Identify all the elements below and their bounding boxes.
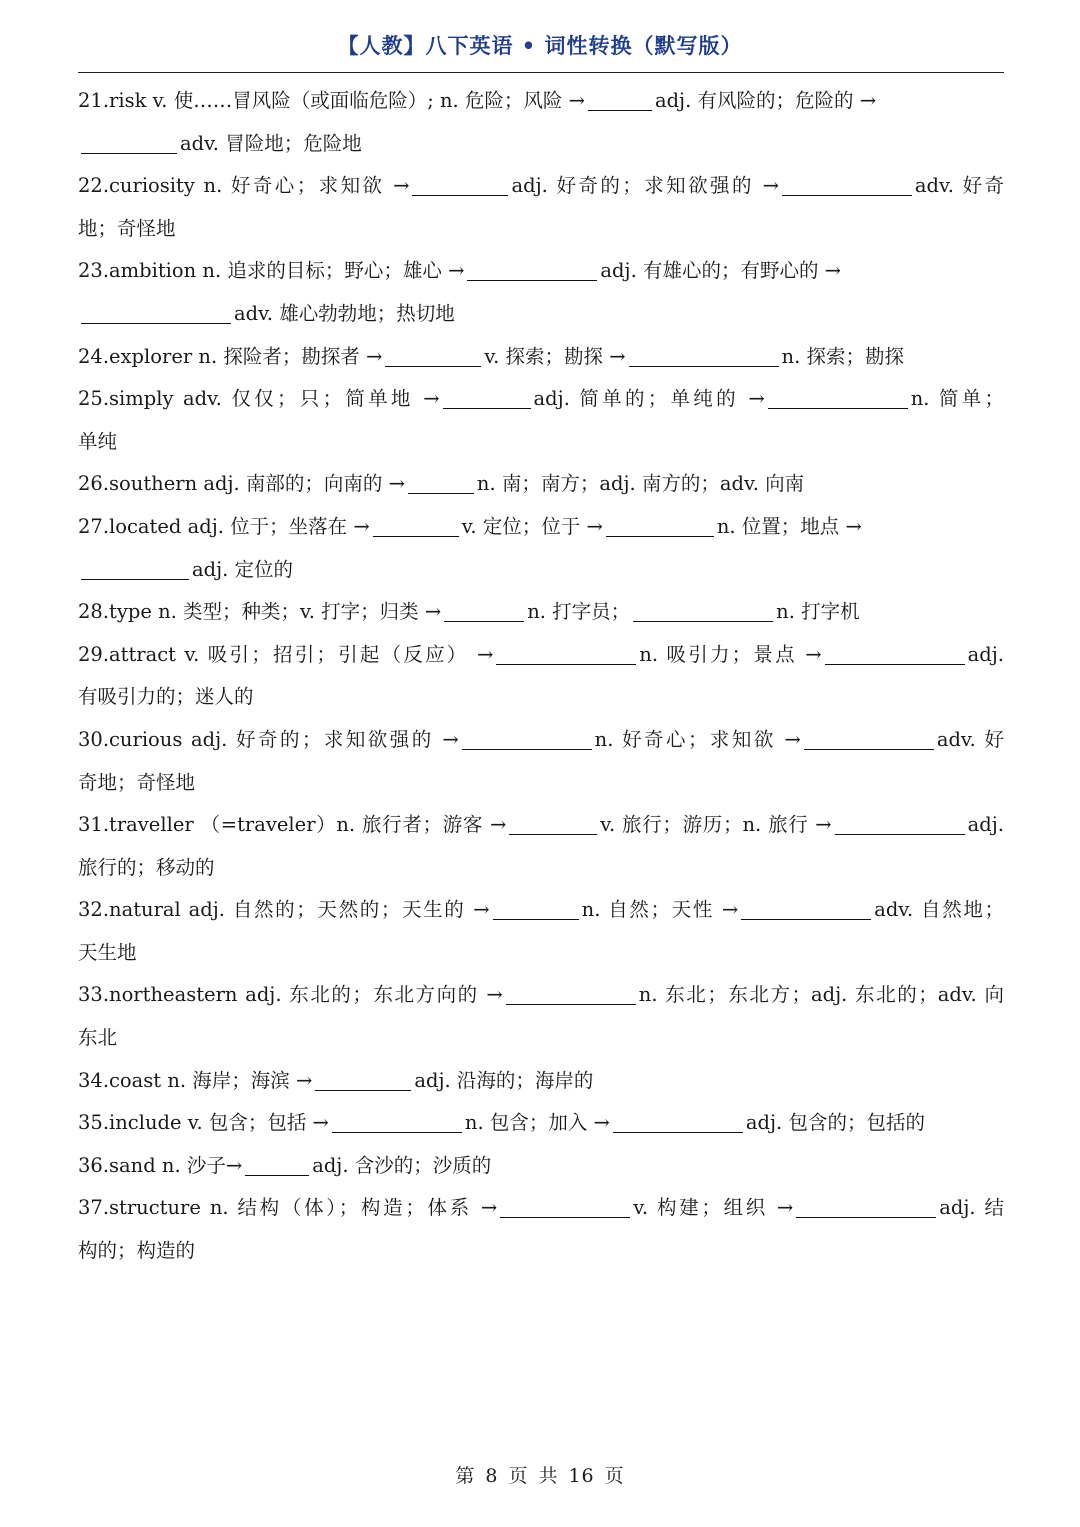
- line-text: 37.structure n. 结构（体）；构造；体系 →: [78, 1196, 498, 1220]
- exercise-line: [78, 889, 1004, 932]
- answer-blank[interactable]: [796, 1193, 936, 1218]
- line-text: adv. 雄心勃勃地；热切地: [234, 301, 455, 325]
- answer-blank[interactable]: [804, 725, 934, 750]
- line-text: 奇地；奇怪地: [78, 770, 196, 794]
- line-text: 36.sand n. 沙子→: [78, 1153, 243, 1177]
- answer-blank[interactable]: [588, 86, 652, 111]
- line-text: 地；奇怪地: [78, 216, 176, 240]
- footer-suffix: 页: [604, 1465, 625, 1487]
- line-text: adv. 好: [936, 727, 1004, 751]
- answer-blank[interactable]: [493, 895, 579, 920]
- page-title: 【人教】八下英语 • 词性转换（默写版）: [337, 33, 743, 58]
- line-text: 28.type n. 类型；种类；v. 打字；归类 →: [78, 600, 442, 624]
- answer-blank[interactable]: [443, 384, 531, 409]
- exercise-line: [78, 208, 1004, 251]
- line-text: adj. 沿海的；海岸的: [414, 1068, 594, 1092]
- line-text: 22.curiosity n. 好奇心；求知欲 →: [78, 174, 410, 198]
- line-text: v. 构建；组织 →: [633, 1196, 794, 1220]
- exercise-line: [78, 1187, 1004, 1230]
- exercise-line: [78, 165, 1004, 208]
- line-text: n. 南；南方；adj. 南方的；adv. 向南: [476, 472, 805, 496]
- answer-blank[interactable]: [462, 725, 592, 750]
- line-text: n. 简单；: [910, 387, 1004, 411]
- line-text: adj. 简单的；单纯的 →: [533, 387, 765, 411]
- footer-page-number: 8: [485, 1465, 499, 1487]
- exercise-line: [78, 932, 1004, 975]
- exercise-line: [78, 463, 1004, 506]
- answer-blank[interactable]: [509, 810, 597, 835]
- line-text: n. 好奇心；求知欲 →: [594, 727, 801, 751]
- line-text: v. 旅行；游历；n. 旅行 →: [600, 813, 832, 837]
- answer-blank[interactable]: [81, 555, 189, 580]
- answer-blank[interactable]: [444, 597, 524, 622]
- line-text: n. 自然；天性 →: [581, 898, 739, 922]
- line-text: n. 吸引力；景点 →: [639, 642, 822, 666]
- answer-blank[interactable]: [835, 810, 965, 835]
- answer-blank[interactable]: [741, 895, 871, 920]
- exercise-line: [78, 250, 1004, 293]
- line-text: 东北: [78, 1026, 118, 1050]
- line-text: 构的；构造的: [78, 1239, 196, 1263]
- line-text: 21.risk v. 使……冒风险（或面临危险）; n. 危险；风险 →: [78, 89, 585, 112]
- exercise-line: [78, 293, 1004, 336]
- line-text: 24.explorer n. 探险者；勘探者 →: [78, 344, 383, 368]
- footer-prefix: 第: [455, 1465, 476, 1487]
- answer-blank[interactable]: [629, 342, 779, 367]
- line-text: n. 探索；勘探: [781, 344, 904, 368]
- exercise-line: [78, 123, 1004, 166]
- line-text: 34.coast n. 海岸；海滨 →: [78, 1068, 313, 1092]
- line-text: 33.northeastern adj. 东北的；东北方向的 →: [78, 983, 503, 1007]
- line-text: adj. 含沙的；沙质的: [312, 1153, 492, 1177]
- exercise-line: [78, 1017, 1004, 1060]
- page-footer: [0, 1461, 1080, 1488]
- footer-total-pages: 16: [568, 1465, 595, 1487]
- line-text: 31.traveller （=traveler）n. 旅行者；游客 →: [78, 813, 507, 837]
- line-text: 30.curious adj. 好奇的；求知欲强的 →: [78, 727, 459, 751]
- line-text: 29.attract v. 吸引；招引；引起（反应） →: [78, 642, 494, 666]
- exercise-line: [78, 1145, 1004, 1188]
- line-text: adj. 好奇的；求知欲强的 →: [511, 174, 779, 198]
- exercise-line: [78, 1230, 1004, 1273]
- answer-blank[interactable]: [506, 980, 636, 1005]
- exercise-line: [78, 762, 1004, 805]
- answer-blank[interactable]: [496, 640, 636, 665]
- answer-blank[interactable]: [332, 1108, 462, 1133]
- line-text: n. 打字员；: [527, 600, 631, 624]
- line-text: 25.simply adv. 仅仅；只；简单地 →: [78, 387, 440, 411]
- line-text: v. 定位；位于 →: [461, 514, 603, 538]
- exercise-line: [78, 634, 1004, 677]
- footer-page-label: 页: [508, 1465, 529, 1487]
- answer-blank[interactable]: [373, 512, 459, 537]
- answer-blank[interactable]: [385, 342, 481, 367]
- line-text: 32.natural adj. 自然的；天然的；天生的 →: [78, 898, 490, 922]
- line-text: adj. 包含的；包括的: [745, 1111, 925, 1135]
- answer-blank[interactable]: [613, 1108, 743, 1133]
- answer-blank[interactable]: [315, 1066, 411, 1091]
- line-text: 27.located adj. 位于；坐落在 →: [78, 514, 370, 538]
- answer-blank[interactable]: [606, 512, 714, 537]
- line-text: v. 探索；勘探 →: [484, 344, 626, 368]
- exercise-line: [78, 549, 1004, 592]
- line-text: n. 东北；东北方；adj. 东北的；adv. 向: [638, 983, 1004, 1007]
- answer-blank[interactable]: [500, 1193, 630, 1218]
- exercise-line: [78, 336, 1004, 379]
- answer-blank[interactable]: [245, 1151, 309, 1176]
- exercise-line: [78, 974, 1004, 1017]
- line-text: 旅行的；移动的: [78, 855, 215, 879]
- exercise-line: [78, 80, 1004, 123]
- line-text: 天生地: [78, 940, 137, 964]
- line-text: adj. 有雄心的；有野心的 →: [600, 259, 842, 283]
- line-text: 单纯: [78, 429, 118, 453]
- answer-blank[interactable]: [825, 640, 965, 665]
- exercise-line: [78, 847, 1004, 890]
- line-text: 23.ambition n. 追求的目标；野心；雄心 →: [78, 259, 465, 283]
- exercise-line: [78, 1060, 1004, 1103]
- exercise-line: [78, 676, 1004, 719]
- exercise-list: [78, 80, 1004, 1273]
- line-text: 35.include v. 包含；包括 →: [78, 1111, 329, 1135]
- exercise-line: [78, 804, 1004, 847]
- exercise-line: [78, 591, 1004, 634]
- answer-blank[interactable]: [768, 384, 908, 409]
- line-text: adj. 定位的: [192, 557, 294, 581]
- exercise-line: [78, 378, 1004, 421]
- line-text: adj. 结: [939, 1196, 1005, 1220]
- answer-blank[interactable]: [782, 171, 912, 196]
- line-text: adv. 自然地；: [874, 898, 1005, 922]
- answer-blank[interactable]: [412, 171, 508, 196]
- line-text: n. 位置；地点 →: [716, 514, 862, 538]
- footer-total-prefix: 共: [538, 1465, 559, 1487]
- answer-blank[interactable]: [81, 129, 177, 154]
- answer-blank[interactable]: [467, 256, 597, 281]
- exercise-line: [78, 719, 1004, 762]
- line-text: adj. 有风险的；危险的 →: [654, 89, 877, 112]
- line-text: 26.southern adj. 南部的；向南的 →: [78, 472, 405, 496]
- line-text: adj.: [967, 813, 1005, 837]
- line-text: n. 打字机: [776, 600, 860, 624]
- line-text: n. 包含；加入 →: [464, 1111, 610, 1135]
- line-text: adv. 好奇: [914, 174, 1005, 198]
- line-text: 有吸引力的；迷人的: [78, 685, 254, 709]
- answer-blank[interactable]: [81, 299, 231, 324]
- line-text: adj.: [967, 642, 1004, 666]
- exercise-line: [78, 421, 1004, 464]
- answer-blank[interactable]: [408, 469, 474, 494]
- header-divider: [78, 72, 1004, 73]
- exercise-line: [78, 506, 1004, 549]
- exercise-line: [78, 1102, 1004, 1145]
- line-text: adv. 冒险地；危险地: [180, 131, 362, 155]
- answer-blank[interactable]: [633, 597, 773, 622]
